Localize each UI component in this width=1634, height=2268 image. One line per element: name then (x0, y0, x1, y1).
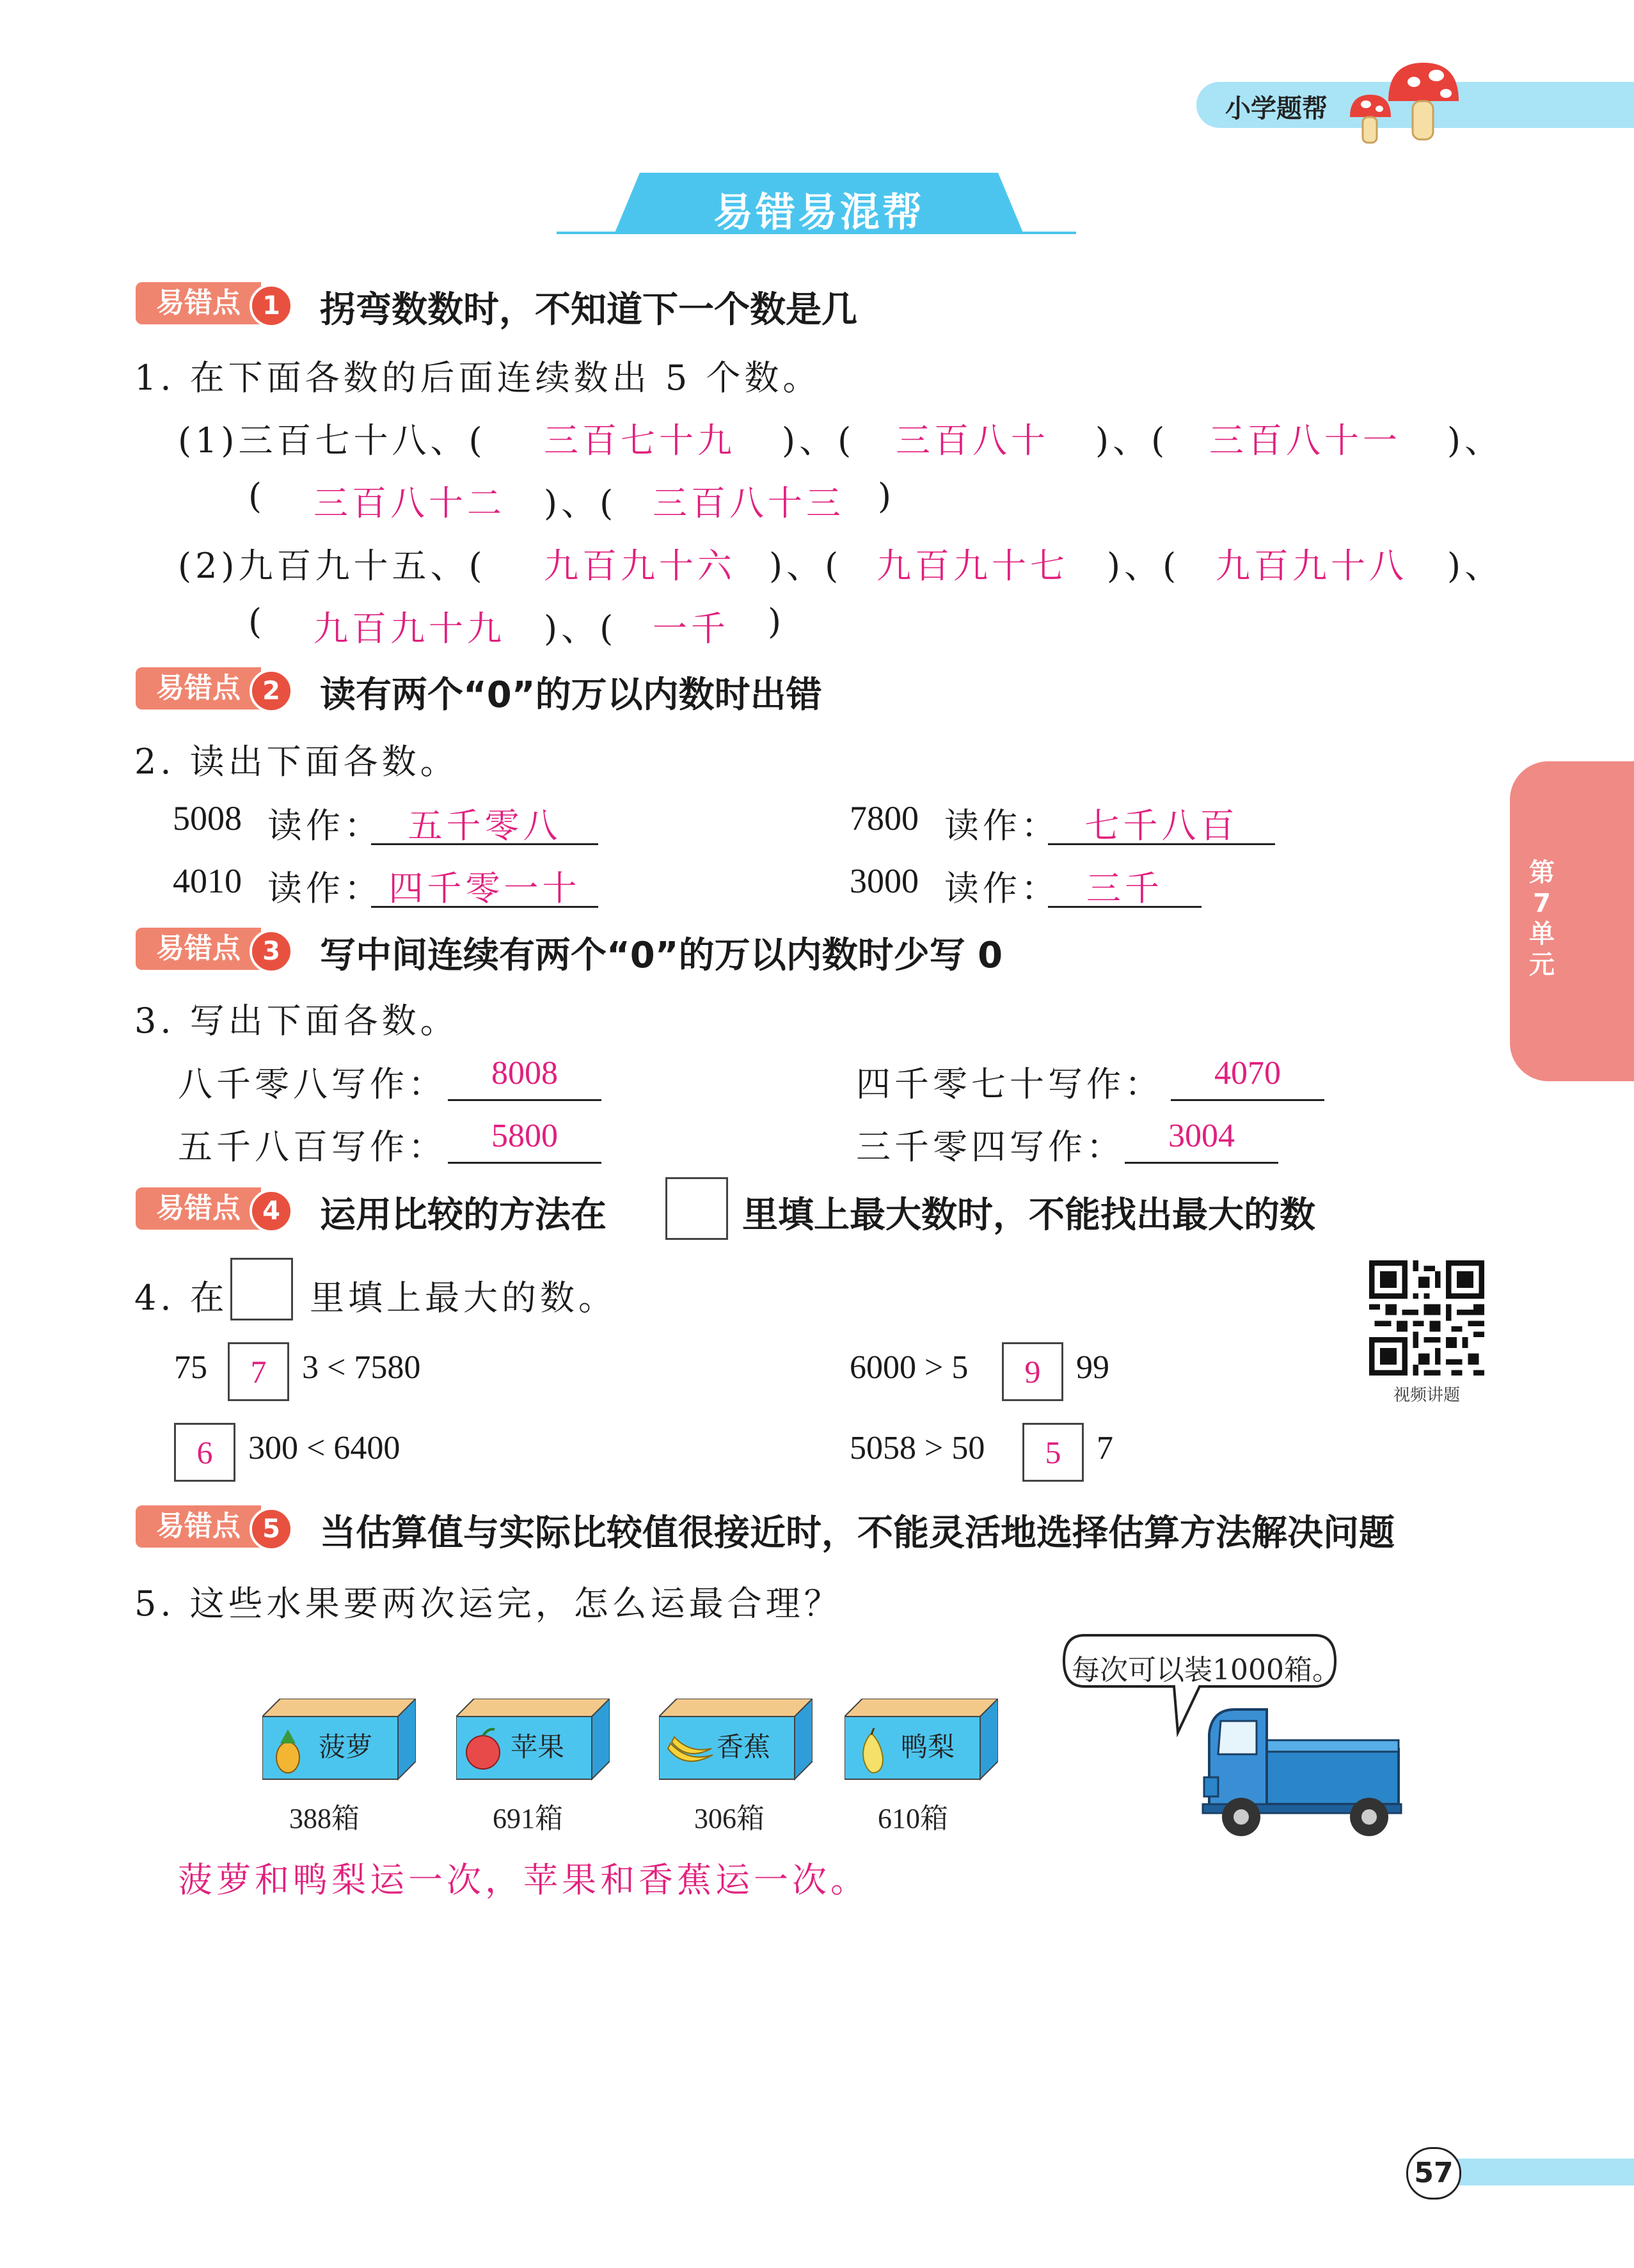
q1-part2-answer-3: 九百九十八 (1216, 546, 1408, 586)
q4-expr-left: 6000 > 5 (850, 1349, 969, 1386)
q2-number: 3000 (850, 862, 919, 900)
q5-prompt: 5. 这些水果要两次运完，怎么运最合理？ (134, 1583, 843, 1624)
q2-answer-3: 四千零一十 (371, 861, 598, 908)
q4-answer-box-2: 9 (1002, 1342, 1063, 1401)
crate-label: 苹果 (511, 1731, 565, 1763)
q4-expr-right: 300 < 6400 (248, 1430, 401, 1466)
q1-part1-answer-2: 三百八十 (896, 420, 1049, 461)
crate-label: 香蕉 (717, 1731, 771, 1763)
q2-read-label: 读作： (944, 805, 1059, 846)
q2-read-label: 读作： (267, 805, 383, 846)
q4-expr-left: 5058 > 50 (850, 1430, 985, 1466)
q1-part2-answer-4: 九百九十九 (313, 608, 505, 649)
q1-part1-answer-4: 三百八十二 (313, 483, 505, 523)
mistake-title-4-part1: 运用比较的方法在 (320, 1194, 607, 1236)
q2-answer-1: 五千零八 (371, 798, 598, 845)
unit-tab-text: 第 7 单 元 (1529, 858, 1555, 979)
q1-prompt: 1. 在下面各数的后面连续数出 5 个数。 (134, 358, 821, 398)
crate-label: 菠萝 (319, 1731, 373, 1763)
q2-prompt: 2. 读出下面各数。 (134, 741, 459, 782)
q1-sep: )、( (1095, 420, 1169, 461)
q1-sep: )、( (782, 420, 855, 461)
mistake-title-2: 读有两个“0”的万以内数时出错 (320, 674, 822, 716)
q1-sep: )、( (769, 546, 843, 586)
q2-answer-2: 七千八百 (1048, 798, 1275, 845)
q4-expr-right: 7 (1097, 1430, 1113, 1466)
qr-code-icon[interactable] (1369, 1260, 1484, 1376)
q5-answer: 菠萝和鸭梨运一次，苹果和香蕉运一次。 (178, 1860, 869, 1900)
q2-number: 7800 (850, 799, 919, 837)
q4-answer-box-3: 6 (174, 1423, 235, 1482)
q4-prompt-box (230, 1258, 293, 1320)
q2-number: 5008 (173, 799, 242, 837)
q3-answer-1: 8008 (448, 1054, 601, 1101)
q4-prompt-before: 4. 在 (134, 1278, 228, 1318)
q1-open: ( (248, 476, 266, 516)
q1-part2-answer-2: 九百九十七 (876, 546, 1068, 586)
q2-number: 4010 (173, 862, 242, 900)
q2-read-label: 读作： (944, 868, 1059, 908)
mistake-tag-4: 易错点 4 (136, 1187, 296, 1230)
q3-prompt: 3. 写出下面各数。 (134, 1001, 459, 1041)
mistake-title-4-part2: 里填上最大数时，不能找出最大的数 (742, 1194, 1315, 1236)
q1-end: )、 (1447, 546, 1503, 586)
q3-label: 四千零七十写作： (856, 1064, 1163, 1104)
crate-count: 388箱 (289, 1803, 360, 1834)
q1-part1-answer-3: 三百八十一 (1209, 420, 1401, 461)
crate-count: 306箱 (694, 1803, 765, 1834)
q4-answer-box-1: 7 (228, 1342, 289, 1401)
q3-label: 三千零四写作： (856, 1127, 1125, 1167)
page-number: 57 (1406, 2147, 1461, 2200)
q1-part2-label: (2)九百九十五、( (178, 546, 486, 586)
brand-label: 小学题帮 (1225, 94, 1328, 123)
mistake-tag-3: 易错点 3 (136, 928, 296, 970)
q3-answer-3: 5800 (448, 1117, 601, 1164)
mistake-title-5: 当估算值与实际比较值很接近时，不能灵活地选择估算方法解决问题 (320, 1512, 1395, 1554)
q1-part1-answer-5: 三百八十三 (653, 483, 845, 523)
q3-label: 八千零八写作： (178, 1064, 447, 1104)
q2-read-label: 读作： (267, 868, 383, 908)
crate-count: 610箱 (878, 1803, 948, 1834)
q1-part1-label: (1)三百七十八、( (178, 420, 486, 461)
q4-expr-right: 99 (1076, 1349, 1109, 1386)
q1-close: ) (878, 476, 896, 516)
mistake-title-3: 写中间连续有两个“0”的万以内数时少写 0 (320, 935, 1003, 976)
mistake-title-1: 拐弯数数时，不知道下一个数是几 (320, 289, 857, 331)
q4-answer-box-4: 5 (1022, 1423, 1084, 1482)
crate-count: 691箱 (493, 1803, 563, 1834)
qr-caption: 视频讲题 (1393, 1386, 1460, 1405)
section-title: 易错易混帮 (713, 189, 924, 235)
title-square-box (665, 1177, 728, 1240)
q4-expr-left: 75 (174, 1349, 207, 1386)
q1-part2-answer-5: 一千 (653, 608, 729, 649)
mistake-tag-1: 易错点 1 (136, 282, 296, 324)
q1-sep: )、( (1107, 546, 1180, 586)
q4-prompt-after: 里填上最大的数。 (310, 1278, 617, 1318)
q3-answer-2: 4070 (1171, 1054, 1324, 1101)
q1-sep: )、( (544, 608, 617, 649)
q2-answer-4: 三千 (1048, 861, 1202, 908)
q1-end: )、 (1447, 420, 1503, 461)
mushroom-icon (1344, 56, 1465, 146)
q1-sep: )、( (544, 483, 617, 523)
q1-part1-answer-1: 三百七十九 (544, 420, 736, 461)
mistake-tag-5: 易错点 5 (136, 1505, 296, 1548)
q3-answer-4: 3004 (1125, 1117, 1278, 1164)
q4-expr-right: 3 < 7580 (302, 1349, 421, 1386)
q1-open: ( (248, 601, 266, 642)
mistake-tag-2: 易错点 2 (136, 667, 296, 710)
footer-bar (1452, 2159, 1634, 2185)
speech-bubble-text: 每次可以装1000箱。 (1072, 1654, 1340, 1686)
q1-close: ) (768, 601, 786, 642)
truck-icon (1190, 1695, 1408, 1843)
q3-label: 五千八百写作： (178, 1127, 447, 1167)
q1-part2-answer-1: 九百九十六 (544, 546, 736, 586)
crate-label: 鸭梨 (901, 1731, 955, 1763)
